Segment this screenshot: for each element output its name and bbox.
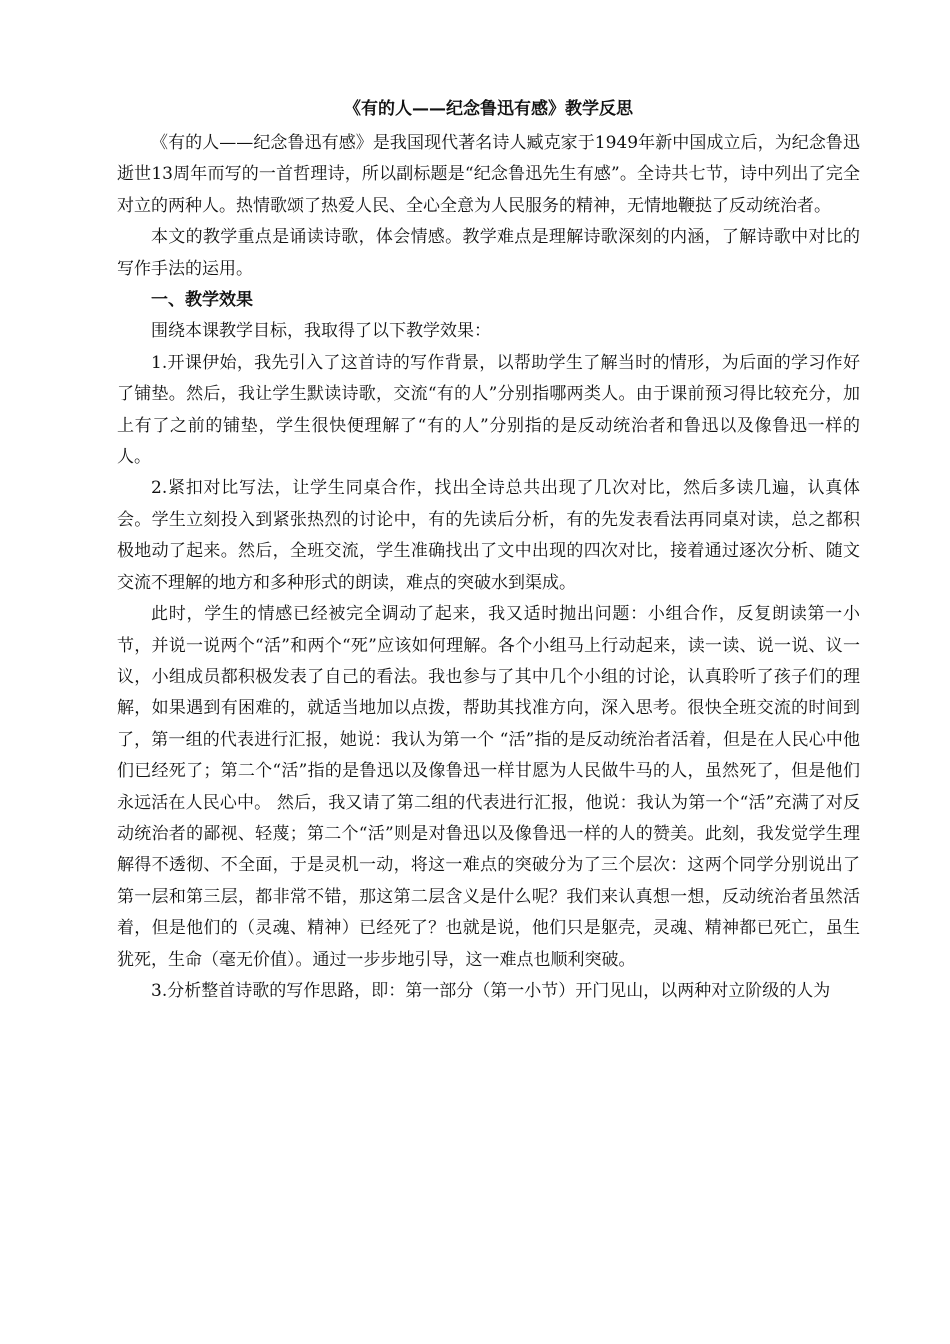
section-paragraph-4: 此时，学生的情感已经被完全调动了起来，我又适时抛出问题：小组合作，反复朗读第一小节，并说一说两个“活”和两个“死”应该如何理解。各个小组马上行动起来，读一读、说一说、议一议，小组成员都积极发表了自己的看法。我也参与了其中几个小组的讨论，认真聆听了孩子们的理解，如果遇到有困难的，就适当地加以点拨，帮助其找准方向，深入思考。很快全班交流的时间到了，第一组的代表进行汇报，她说：我认为第一个 “活”指的是反动统治者活着，但是在人民心中他们已经死了；第二个“活”指的是鲁迅以及像鲁迅一样甘愿为人民做牛马的人，虽然死了，但是他们永远活在人民心中。 然后，我又请了第二组的代表进行汇报，他说：我认为第一个“活”充满了对反动统治者的鄙视、轻蔑；第二个“活”则是对鲁迅以及像鲁迅一样的人的赞美。此刻，我发觉学生理解得不透彻、不全面，于是灵机一动，将这一难点的突破分为了三个层次：这两个同学分别说出了第一层和第三层，都非常不错，那这第二层含义是什么呢？我们来认真想一想，反动统治者虽然活着，但是他们的（灵魂、精神）已经死了？也就是说，他们只是躯壳，灵魂、精神都已死亡，虽生犹死，生命（毫无价值）。通过一步步地引导，这一难点也顺利突破。 [117,604,860,970]
intro-paragraph-2: 本文的教学重点是诵读诗歌，体会情感。教学难点是理解诗歌深刻的内涵，了解诗歌中对比的写作手法的运用。 [117,227,860,279]
intro-paragraph-1: 《有的人——纪念鲁迅有感》是我国现代著名诗人臧克家于1949年新中国成立后，为纪念鲁迅逝世13周年而写的一首哲理诗，所以副标题是“纪念鲁迅先生有感”。全诗共七节，诗中列出了完全对立的两种人。热情歌颂了热爱人民、全心全意为人民服务的精神，无情地鞭挞了反动统治者。 [117,133,860,216]
section-paragraph-5: 3.分析整首诗歌的写作思路，即：第一部分（第一小节）开门见山，以两种对立阶级的人为 [151,980,831,1001]
section-paragraph-1: 围绕本课教学目标，我取得了以下教学效果： [151,321,491,342]
document-title: 《有的人——纪念鲁迅有感》教学反思 [344,99,633,119]
document-page [117,96,860,1007]
section-paragraph-2: 1.开课伊始，我先引入了这首诗的写作背景，以帮助学生了解当时的情形，为后面的学习作好了铺垫。然后，我让学生默读诗歌，交流“有的人”分别指哪两类人。由于课前预习得比较充分，加上有了之前的铺垫，学生很快便理解了“有的人”分别指的是反动统治者和鲁迅以及像鲁迅一样的人。 [117,352,860,468]
section-paragraph-3: 2.紧扣对比写法，让学生同桌合作，找出全诗总共出现了几次对比，然后多读几遍，认真体会。学生立刻投入到紧张热烈的讨论中，有的先读后分析，有的先发表看法再同桌对读，总之都积极地动了起来。然后，全班交流，学生准确找出了文中出现的四次对比，接着通过逐次分析、随文交流不理解的地方和多种形式的朗读，难点的突破水到渠成。 [117,478,860,593]
section-heading: 一、教学效果 [151,290,253,311]
